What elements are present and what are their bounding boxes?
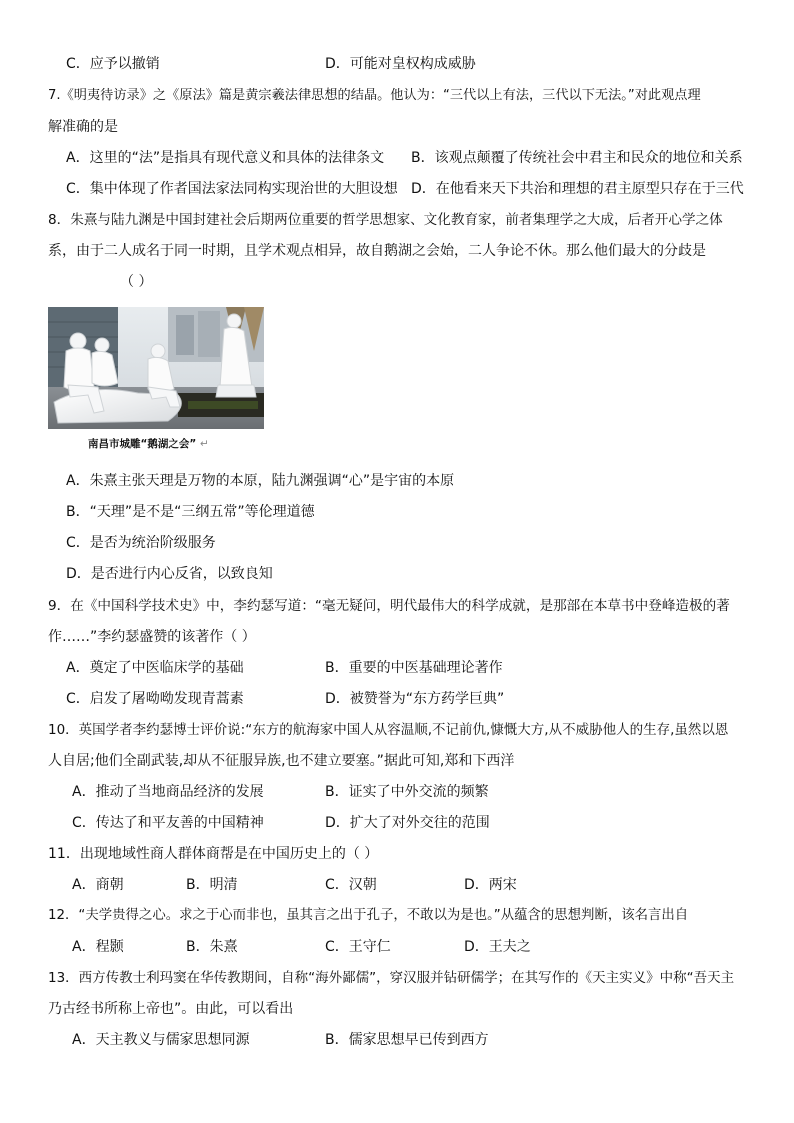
statue-photo	[48, 307, 264, 429]
question-7-stem-cont: 解准确的是	[48, 119, 118, 135]
option-12b: B．朱熹	[186, 939, 238, 955]
option-13a: A．天主教义与儒家思想同源	[72, 1032, 250, 1048]
option-12c: C．王守仁	[325, 939, 391, 955]
question-13-stem: 13．西方传教士利玛窦在华传教期间，自称“海外鄙儒”，穿汉服并钻研儒学；在其写作的《天主实义》中称“吾天主	[48, 970, 735, 986]
question-7-stem: 7.《明夷待访录》之《原法》篇是黄宗羲法律思想的结晶。他认为：“三代以上有法，三代以下无法。”对此观点理	[48, 88, 701, 103]
question-12-stem: 12．“夫学贵得之心。求之于心而非也，虽其言之出于孔子，不敢以为是也。”从蕴含的思想判断，该名言出自	[48, 908, 689, 923]
option-13b: B．儒家思想早已传到西方	[325, 1032, 489, 1048]
option-12d: D．王夫之	[464, 939, 531, 955]
option-7d: D．在他看来天下共治和理想的君主原型只存在于三代	[411, 181, 744, 197]
option-6c: C．应予以撤销	[66, 56, 160, 72]
question-8-answer-blank: （ ）	[120, 274, 153, 290]
question-8-stem-cont: 系，由于二人成名于同一时期，且学术观点相异，故自鹅湖之会始，二人争论不休。那么他们最大的分歧是	[48, 243, 706, 259]
paragraph-mark: ↵	[199, 438, 209, 450]
option-7b: B．该观点颠覆了传统社会中君主和民众的地位和关系	[411, 150, 743, 166]
figure-caption-text: 南昌市城雕“鹅湖之会”	[88, 438, 197, 450]
option-11d: D．两宋	[464, 877, 517, 893]
question-8-stem: 8．朱熹与陆九渊是中国封建社会后期两位重要的哲学思想家、文化教育家，前者集理学之大成，后者开心学之体	[48, 212, 723, 228]
option-7c: C．集中体现了作者国法家法同构实现治世的大胆设想	[66, 181, 398, 197]
option-8a: A．朱熹主张天理是万物的本原，陆九渊强调“心”是宇宙的本原	[66, 473, 455, 489]
question-10-stem-cont: 人自居;他们全副武装,却从不征服异族,也不建立要塞。”据此可知,郑和下西洋	[48, 753, 515, 769]
option-8d: D．是否进行内心反省，以致良知	[66, 566, 273, 582]
option-9c: C．启发了屠呦呦发现青蒿素	[66, 691, 244, 707]
option-11c: C．汉朝	[325, 877, 377, 893]
option-9b: B．重要的中医基础理论著作	[325, 660, 503, 676]
question-10-stem: 10．英国学者李约瑟博士评价说:“东方的航海家中国人从容温顺,不记前仇,慷慨大方,从不威胁他人的生存,虽然以恩	[48, 722, 729, 738]
option-9a: A．奠定了中医临床学的基础	[66, 660, 244, 676]
option-10c: C．传达了和平友善的中国精神	[72, 815, 264, 831]
goose-lake-meeting-sculpture-image	[48, 307, 264, 429]
option-8b: B．“天理”是不是“三纲五常”等伦理道德	[66, 504, 315, 520]
option-6d: D．可能对皇权构成威胁	[325, 56, 476, 72]
option-8c: C．是否为统治阶级服务	[66, 535, 216, 551]
option-9d: D．被赞誉为“东方药学巨典”	[325, 691, 505, 707]
question-11-stem: 11．出现地域性商人群体商帮是在中国历史上的（ ）	[48, 846, 379, 862]
option-10d: D．扩大了对外交往的范围	[325, 815, 490, 831]
option-7a: A．这里的“法”是指具有现代意义和具体的法律条文	[66, 150, 385, 166]
option-11b: B．明清	[186, 877, 238, 893]
option-12a: A．程颢	[72, 939, 124, 955]
question-13-stem-cont: 乃古经书所称上帝也”。由此，可以看出	[48, 1001, 294, 1017]
option-11a: A．商朝	[72, 877, 124, 893]
question-9-stem: 9．在《中国科学技术史》中，李约瑟写道：“毫无疑问，明代最伟大的科学成就，是那部在本草书中登峰造极的著	[48, 598, 730, 614]
figure-caption	[88, 436, 209, 451]
question-9-stem-cont: 作……”李约瑟盛赞的该著作（ ）	[48, 629, 256, 645]
option-10b: B．证实了中外交流的频繁	[325, 784, 489, 800]
option-10a: A．推动了当地商品经济的发展	[72, 784, 264, 800]
